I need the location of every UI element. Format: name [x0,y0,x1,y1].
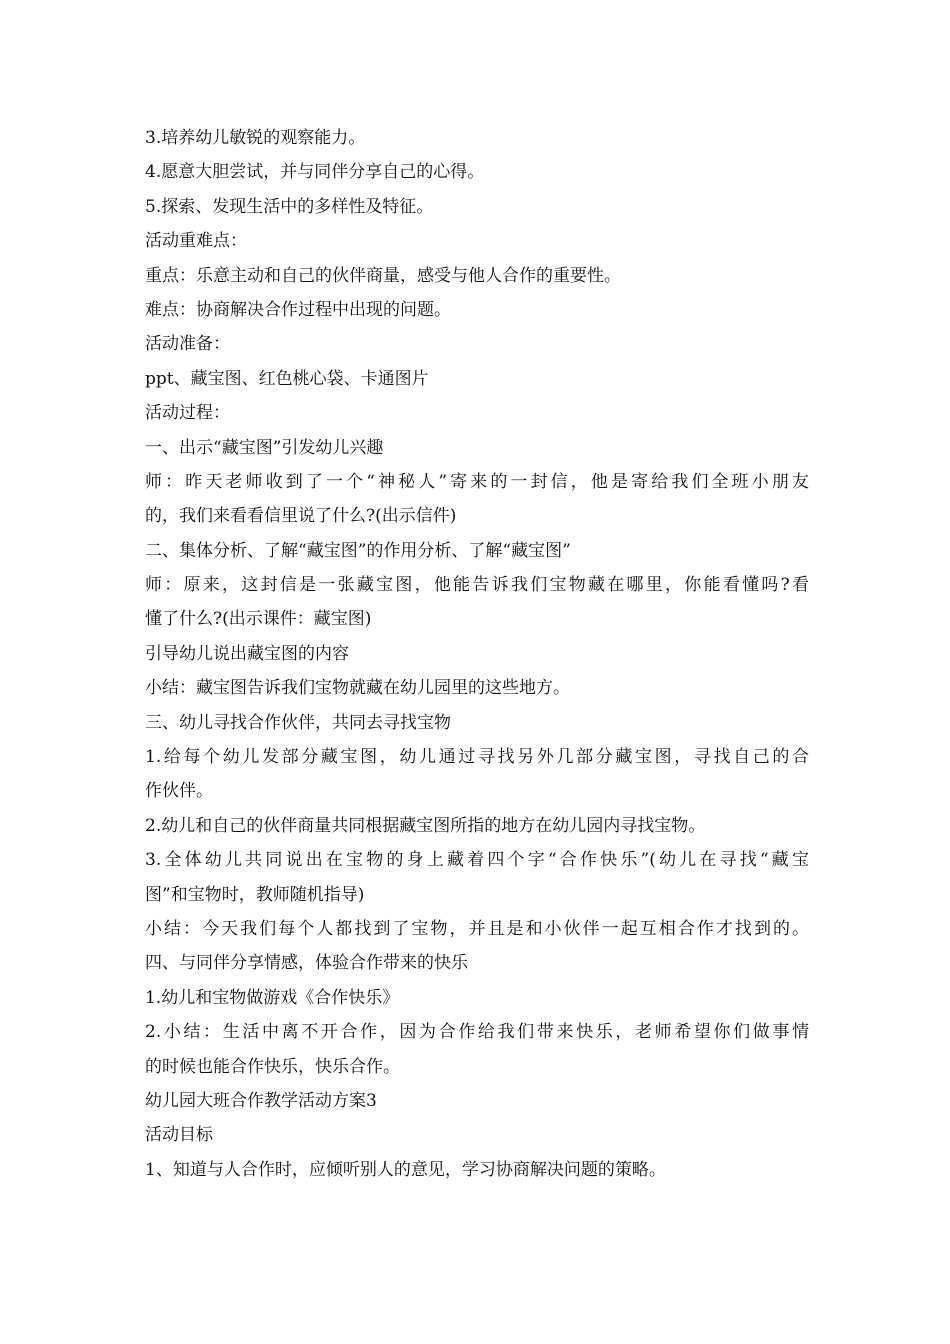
text-line: 懂了什么?(出示课件：藏宝图) [145,609,372,630]
text-line: 引导幼儿说出藏宝图的内容 [145,643,349,664]
text-line: 四、与同伴分享情感，体验合作带来的快乐 [145,953,468,974]
text-line: 活动过程： [145,403,230,424]
text-line: 1.给每个幼儿发部分藏宝图，幼儿通过寻找另外几部分藏宝图，寻找自己的合 [145,747,809,768]
text-line: 三、幼儿寻找合作伙伴，共同去寻找宝物 [145,712,451,733]
text-line: 二、集体分析、了解“藏宝图”的作用分析、了解“藏宝图” [145,540,571,561]
text-line: 3.全体幼儿共同说出在宝物的身上藏着四个字“合作快乐”(幼儿在寻找“藏宝 [145,850,809,871]
text-line: 难点：协商解决合作过程中出现的问题。 [145,299,451,320]
text-line: ppt、藏宝图、红色桃心袋、卡通图片 [145,368,429,389]
text-line: 小结：藏宝图告诉我们宝物就藏在幼儿园里的这些地方。 [145,678,570,699]
text-line: 2.幼儿和自己的伙伴商量共同根据藏宝图所指的地方在幼儿园内寻找宝物。 [145,815,706,836]
text-line: 的，我们来看看信里说了什么?(出示信件) [145,506,457,527]
text-line: 重点：乐意主动和自己的伙伴商量，感受与他人合作的重要性。 [145,265,621,286]
text-line: 幼儿园大班合作教学活动方案3 [145,1090,377,1111]
text-line: 作伙伴。 [145,781,213,802]
text-line: 3.培养幼儿敏锐的观察能力。 [145,128,366,148]
text-line: 1、知道与人合作时，应倾听别人的意见，学习协商解决问题的策略。 [145,1159,666,1180]
text-line: 4.愿意大胆尝试，并与同伴分享自己的心得。 [145,162,485,183]
text-line: 1.幼儿和宝物做游戏《合作快乐》 [145,987,400,1008]
text-line: 活动目标 [145,1125,213,1146]
text-line: 5.探索、发现生活中的多样性及特征。 [145,196,434,217]
text-line: 2.小结：生活中离不开合作，因为合作给我们带来快乐，老师希望你们做事情 [145,1022,809,1043]
text-line: 活动重难点： [145,231,247,252]
text-line: 图”和宝物时，教师随机指导) [145,884,365,905]
text-line: 小结：今天我们每个人都找到了宝物，并且是和小伙伴一起互相合作才找到的。 [145,918,809,939]
text-line: 师：原来，这封信是一张藏宝图，他能告诉我们宝物藏在哪里，你能看懂吗?看 [145,575,809,596]
text-line: 一、出示“藏宝图”引发幼儿兴趣 [145,437,384,458]
text-line: 师：昨天老师收到了一个“神秘人”寄来的一封信，他是寄给我们全班小朋友 [145,471,809,492]
document-body [145,121,809,1187]
text-line: 的时候也能合作快乐，快乐合作。 [145,1056,400,1077]
text-line: 活动准备： [145,334,230,355]
